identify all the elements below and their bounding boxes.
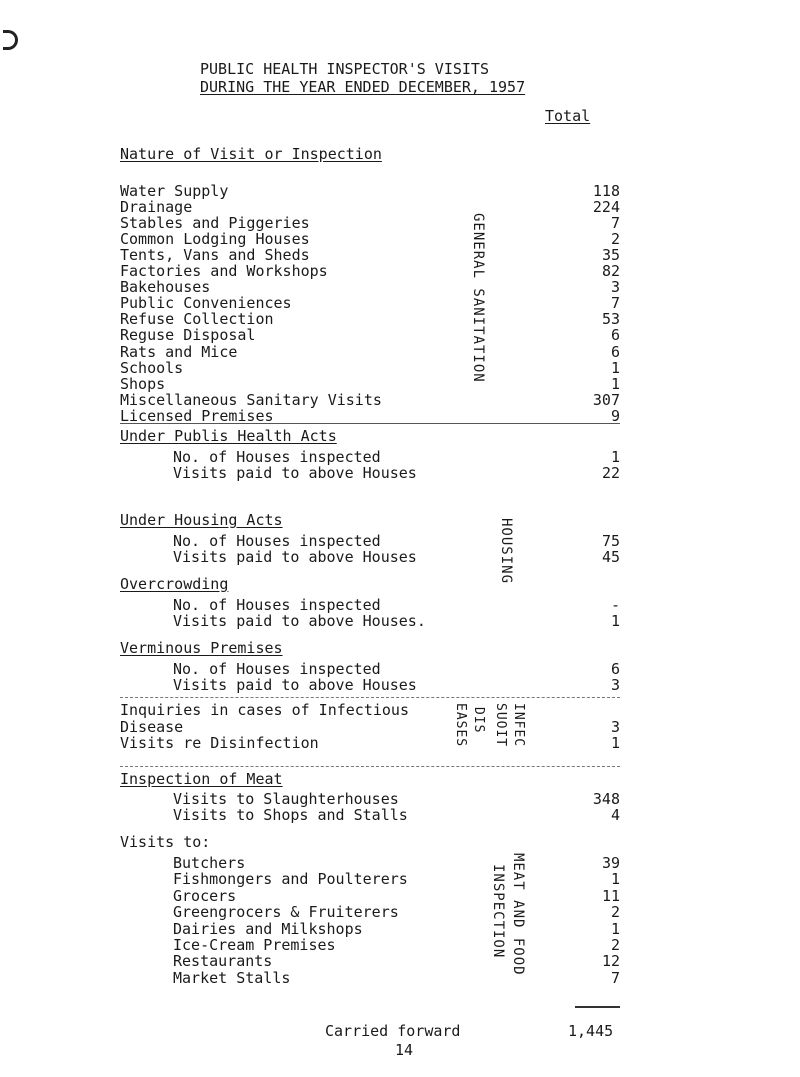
total-underline bbox=[575, 1006, 620, 1008]
row-value: 4 bbox=[610, 806, 620, 824]
row-label: Rats and Mice bbox=[120, 342, 238, 361]
row-value: 348 bbox=[592, 790, 620, 808]
row-label: Public Conveniences bbox=[120, 294, 292, 313]
row-value: - bbox=[610, 596, 620, 614]
row-label: Shops bbox=[120, 374, 166, 393]
row-label: Restaurants bbox=[173, 952, 273, 971]
title-line-2: DURING THE YEAR ENDED DECEMBER, 1957 bbox=[200, 78, 526, 96]
row-value: 3 bbox=[610, 278, 620, 297]
row-label: Visits paid to above Houses bbox=[173, 464, 417, 482]
row-value: 7 bbox=[610, 214, 620, 233]
row-label: Bakehouses bbox=[120, 278, 211, 297]
row-label: Stables and Piggeries bbox=[120, 214, 310, 233]
row-value: 307 bbox=[592, 390, 620, 409]
row-label: Grocers bbox=[173, 886, 237, 905]
row-label: Common Lodging Houses bbox=[120, 230, 310, 249]
housing-acts-heading: Under Housing Acts bbox=[120, 511, 283, 529]
overcrowding-heading: Overcrowding bbox=[120, 575, 229, 593]
row-value: 2 bbox=[610, 936, 620, 954]
row-value: 2 bbox=[610, 903, 620, 922]
infectious-side-label-2: DIS bbox=[471, 707, 486, 734]
divider-2 bbox=[120, 697, 620, 698]
row-label: Factories and Workshops bbox=[120, 262, 328, 281]
inspection-side-label: INSPECTION bbox=[490, 864, 506, 959]
row-label: Licensed Premises bbox=[120, 406, 274, 425]
row-label: Disease bbox=[120, 717, 184, 736]
row-value: 75 bbox=[601, 532, 620, 550]
row-label: Schools bbox=[120, 358, 184, 377]
row-label: Visits re Disinfection bbox=[120, 734, 319, 752]
row-value: 82 bbox=[601, 262, 620, 281]
row-label: Visits paid to above Houses bbox=[173, 676, 417, 694]
row-value: 11 bbox=[601, 886, 620, 905]
row-value: 1 bbox=[610, 448, 620, 466]
row-value: 6 bbox=[610, 660, 620, 678]
row-label: Fishmongers and Poulterers bbox=[173, 870, 408, 889]
carried-forward-label: Carried forward bbox=[325, 1022, 461, 1040]
divider-1 bbox=[120, 423, 620, 424]
row-label: Visits paid to above Houses bbox=[173, 548, 417, 566]
row-label: Drainage bbox=[120, 198, 193, 217]
title-line-1: PUBLIC HEALTH INSPECTOR'S VISITS bbox=[200, 60, 489, 78]
row-value: 12 bbox=[601, 952, 620, 971]
nature-column-header: Nature of Visit or Inspection bbox=[120, 145, 382, 163]
row-value: 6 bbox=[610, 342, 620, 361]
row-label: Greengrocers & Fruiterers bbox=[173, 903, 399, 922]
infectious-side-label-4: INFEC bbox=[511, 703, 526, 748]
row-label: No. of Houses inspected bbox=[173, 448, 381, 466]
row-label: Visits paid to above Houses. bbox=[173, 612, 426, 630]
row-label: Tents, Vans and Sheds bbox=[120, 246, 310, 265]
housing-side-label: HOUSING bbox=[498, 518, 514, 585]
row-label: Visits to Shops and Stalls bbox=[173, 806, 408, 824]
row-label: Visits to Slaughterhouses bbox=[173, 790, 399, 808]
infectious-side-label-3: SUOIT bbox=[493, 703, 508, 748]
row-value: 2 bbox=[610, 230, 620, 249]
row-value: 3 bbox=[610, 717, 620, 736]
row-value: 1 bbox=[610, 870, 620, 889]
row-value: 1 bbox=[610, 734, 620, 752]
row-value: 3 bbox=[610, 676, 620, 694]
row-label: No. of Houses inspected bbox=[173, 532, 381, 550]
infectious-side-label-1: EASES bbox=[453, 703, 468, 748]
row-value: 1 bbox=[610, 358, 620, 377]
row-value: 9 bbox=[610, 406, 620, 425]
row-value: 7 bbox=[610, 968, 620, 987]
row-label: Refuse Collection bbox=[120, 310, 274, 329]
verminous-premises-heading: Verminous Premises bbox=[120, 639, 283, 657]
row-value: 53 bbox=[601, 310, 620, 329]
row-label: Water Supply bbox=[120, 182, 229, 200]
row-value: 224 bbox=[592, 198, 620, 217]
row-value: 7 bbox=[610, 294, 620, 313]
row-value: 6 bbox=[610, 326, 620, 345]
row-value: 1 bbox=[610, 919, 620, 938]
total-column-header: Total bbox=[545, 107, 591, 125]
page-number: 14 bbox=[395, 1041, 414, 1059]
carried-forward-total: 1,445 bbox=[568, 1022, 614, 1040]
row-label: Market Stalls bbox=[173, 968, 291, 987]
row-value: 118 bbox=[592, 182, 620, 200]
row-value: 1 bbox=[610, 374, 620, 393]
divider-3 bbox=[120, 766, 620, 767]
row-value: 22 bbox=[601, 464, 620, 482]
row-value: 35 bbox=[601, 246, 620, 265]
meat-food-side-label: MEAT AND FOOD bbox=[510, 853, 526, 976]
meat-inspection-heading: Inspection of Meat bbox=[120, 770, 283, 788]
row-value: 1 bbox=[610, 612, 620, 630]
row-label: Dairies and Milkshops bbox=[173, 919, 363, 938]
row-label: Miscellaneous Sanitary Visits bbox=[120, 390, 382, 409]
row-label: Butchers bbox=[173, 854, 246, 872]
binding-mark bbox=[3, 30, 18, 50]
row-label: Reguse Disposal bbox=[120, 326, 256, 345]
public-health-acts-heading: Under Publis Health Acts bbox=[120, 427, 337, 445]
row-label: Ice-Cream Premises bbox=[173, 936, 336, 954]
row-label: Inquiries in cases of Infectious bbox=[120, 701, 409, 719]
row-value: 45 bbox=[601, 548, 620, 566]
row-label: No. of Houses inspected bbox=[173, 660, 381, 678]
general-sanitation-side-label: GENERAL SANITATION bbox=[470, 213, 486, 383]
row-label: No. of Houses inspected bbox=[173, 596, 381, 614]
row-value: 39 bbox=[601, 854, 620, 872]
visits-to-label: Visits to: bbox=[120, 833, 211, 851]
